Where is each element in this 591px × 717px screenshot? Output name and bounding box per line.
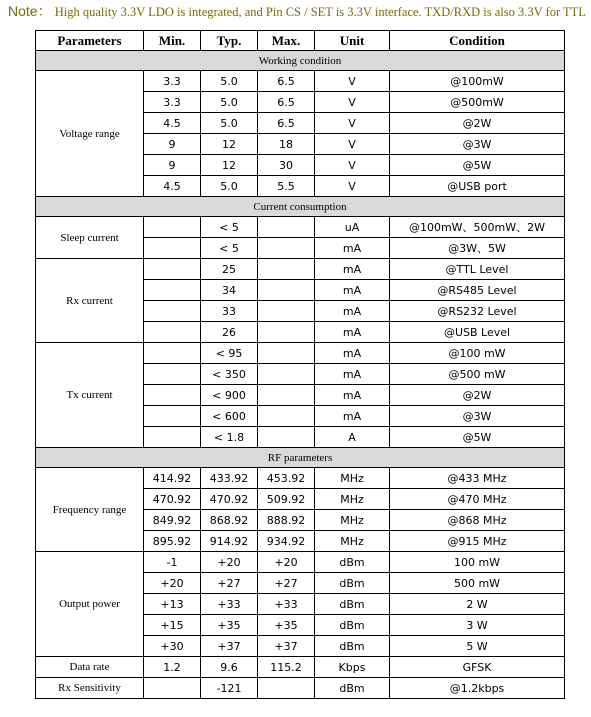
cell-min: 9	[144, 134, 201, 155]
cell-typ: 26	[201, 322, 258, 343]
table-row	[36, 343, 565, 364]
note-label: Note：	[8, 3, 52, 19]
cell-condition: @1.2kbps	[390, 678, 565, 699]
cell-min	[144, 322, 201, 343]
cell-typ: 914.92	[201, 531, 258, 552]
cell-max	[258, 343, 315, 364]
cell-min: 895.92	[144, 531, 201, 552]
cell-unit: mA	[315, 280, 390, 301]
cell-min: 9	[144, 155, 201, 176]
cell-condition: 3 W	[390, 615, 565, 636]
cell-condition: @500mW	[390, 92, 565, 113]
cell-typ: 25	[201, 259, 258, 280]
cell-condition: @100 mW	[390, 343, 565, 364]
cell-typ: 868.92	[201, 510, 258, 531]
parameter-name: Output power	[36, 552, 144, 657]
cell-max: 30	[258, 155, 315, 176]
cell-max: 5.5	[258, 176, 315, 197]
parameter-name: Rx Sensitivity	[36, 678, 144, 699]
table-row	[36, 217, 565, 238]
cell-min	[144, 259, 201, 280]
header-condition: Condition	[390, 31, 565, 51]
section-row	[36, 448, 565, 468]
cell-max: +33	[258, 594, 315, 615]
cell-typ: +35	[201, 615, 258, 636]
cell-max: 6.5	[258, 71, 315, 92]
cell-min: -1	[144, 552, 201, 573]
cell-typ: -121	[201, 678, 258, 699]
cell-unit: mA	[315, 343, 390, 364]
parameter-name: Voltage range	[36, 71, 144, 197]
header-row	[36, 31, 565, 51]
cell-condition: @500 mW	[390, 364, 565, 385]
cell-condition: 500 mW	[390, 573, 565, 594]
header-typ: Typ.	[201, 31, 258, 51]
table-row	[36, 678, 565, 699]
cell-min	[144, 427, 201, 448]
cell-unit: MHz	[315, 510, 390, 531]
cell-unit: V	[315, 92, 390, 113]
cell-unit: V	[315, 155, 390, 176]
cell-unit: dBm	[315, 678, 390, 699]
table-row	[36, 657, 565, 678]
cell-condition: @USB port	[390, 176, 565, 197]
cell-min: +15	[144, 615, 201, 636]
table-row	[36, 259, 565, 280]
specifications-table	[35, 30, 565, 699]
section-title: Current consumption	[36, 197, 565, 217]
cell-min	[144, 385, 201, 406]
cell-typ: < 900	[201, 385, 258, 406]
section-row	[36, 197, 565, 217]
cell-typ: 33	[201, 301, 258, 322]
cell-min	[144, 280, 201, 301]
cell-typ: +33	[201, 594, 258, 615]
cell-unit: dBm	[315, 636, 390, 657]
cell-typ: 12	[201, 155, 258, 176]
cell-unit: V	[315, 176, 390, 197]
cell-condition: @RS485 Level	[390, 280, 565, 301]
cell-min: +20	[144, 573, 201, 594]
cell-unit: mA	[315, 301, 390, 322]
cell-condition: @2W	[390, 385, 565, 406]
cell-max	[258, 406, 315, 427]
cell-min: 4.5	[144, 113, 201, 134]
cell-max: +27	[258, 573, 315, 594]
cell-min: 4.5	[144, 176, 201, 197]
cell-typ: 5.0	[201, 71, 258, 92]
cell-condition: @RS232 Level	[390, 301, 565, 322]
table-body	[36, 51, 565, 699]
cell-unit: MHz	[315, 468, 390, 489]
cell-typ: +20	[201, 552, 258, 573]
cell-unit: A	[315, 427, 390, 448]
cell-condition: 100 mW	[390, 552, 565, 573]
cell-max	[258, 280, 315, 301]
parameter-name: Sleep current	[36, 217, 144, 259]
cell-min: 1.2	[144, 657, 201, 678]
cell-min: 3.3	[144, 71, 201, 92]
cell-min: +30	[144, 636, 201, 657]
cell-typ: +37	[201, 636, 258, 657]
cell-max: +35	[258, 615, 315, 636]
cell-condition: @3W、5W	[390, 238, 565, 259]
header-max: Max.	[258, 31, 315, 51]
cell-max	[258, 427, 315, 448]
cell-typ: 5.0	[201, 176, 258, 197]
cell-typ: < 1.8	[201, 427, 258, 448]
section-title: Working condition	[36, 51, 565, 71]
cell-min	[144, 301, 201, 322]
cell-min: 414.92	[144, 468, 201, 489]
cell-max: 115.2	[258, 657, 315, 678]
parameter-name: Rx current	[36, 259, 144, 343]
cell-condition: 5 W	[390, 636, 565, 657]
cell-condition: @USB Level	[390, 322, 565, 343]
cell-max	[258, 238, 315, 259]
cell-unit: dBm	[315, 552, 390, 573]
cell-min: 470.92	[144, 489, 201, 510]
cell-max: 6.5	[258, 92, 315, 113]
cell-typ: 5.0	[201, 113, 258, 134]
cell-unit: mA	[315, 322, 390, 343]
cell-typ: < 350	[201, 364, 258, 385]
cell-unit: mA	[315, 238, 390, 259]
cell-unit: V	[315, 113, 390, 134]
cell-condition: @100mW、500mW、2W	[390, 217, 565, 238]
cell-unit: MHz	[315, 489, 390, 510]
cell-unit: dBm	[315, 615, 390, 636]
cell-typ: 9.6	[201, 657, 258, 678]
cell-min: 3.3	[144, 92, 201, 113]
cell-typ: 433.92	[201, 468, 258, 489]
cell-typ: < 5	[201, 217, 258, 238]
cell-unit: V	[315, 71, 390, 92]
cell-min	[144, 343, 201, 364]
cell-typ: < 600	[201, 406, 258, 427]
cell-typ: < 95	[201, 343, 258, 364]
cell-max: 509.92	[258, 489, 315, 510]
cell-condition: @2W	[390, 113, 565, 134]
cell-condition: @3W	[390, 406, 565, 427]
cell-condition: @868 MHz	[390, 510, 565, 531]
cell-unit: V	[315, 134, 390, 155]
cell-max: 6.5	[258, 113, 315, 134]
parameter-name: Data rate	[36, 657, 144, 678]
cell-min: 849.92	[144, 510, 201, 531]
note-line	[8, 1, 591, 22]
note-text: High quality 3.3V LDO is integrated, and Pin CS / SET is 3.3V interface. TXD/RXD is also 3.3V for TTL	[54, 5, 586, 19]
header-min: Min.	[144, 31, 201, 51]
cell-max: +20	[258, 552, 315, 573]
cell-typ: 5.0	[201, 92, 258, 113]
table-row	[36, 552, 565, 573]
cell-max	[258, 217, 315, 238]
cell-condition: @3W	[390, 134, 565, 155]
cell-unit: dBm	[315, 573, 390, 594]
header-unit: Unit	[315, 31, 390, 51]
cell-min	[144, 678, 201, 699]
cell-unit: Kbps	[315, 657, 390, 678]
cell-condition: @5W	[390, 427, 565, 448]
cell-typ: 12	[201, 134, 258, 155]
cell-typ: 470.92	[201, 489, 258, 510]
table-row	[36, 71, 565, 92]
header-parameters: Parameters	[36, 31, 144, 51]
cell-unit: uA	[315, 217, 390, 238]
section-title: RF parameters	[36, 448, 565, 468]
table-row	[36, 468, 565, 489]
cell-max: +37	[258, 636, 315, 657]
cell-max	[258, 322, 315, 343]
cell-max	[258, 259, 315, 280]
cell-unit: mA	[315, 364, 390, 385]
parameter-name: Frequency range	[36, 468, 144, 552]
cell-condition: 2 W	[390, 594, 565, 615]
cell-condition: @915 MHz	[390, 531, 565, 552]
cell-condition: @5W	[390, 155, 565, 176]
cell-condition: @TTL Level	[390, 259, 565, 280]
cell-max: 18	[258, 134, 315, 155]
cell-unit: mA	[315, 259, 390, 280]
cell-min	[144, 217, 201, 238]
parameter-name: Tx current	[36, 343, 144, 448]
cell-unit: mA	[315, 406, 390, 427]
cell-typ: +27	[201, 573, 258, 594]
cell-unit: mA	[315, 385, 390, 406]
section-row	[36, 51, 565, 71]
cell-condition: @470 MHz	[390, 489, 565, 510]
cell-condition: GFSK	[390, 657, 565, 678]
cell-max	[258, 385, 315, 406]
cell-condition: @433 MHz	[390, 468, 565, 489]
cell-max: 888.92	[258, 510, 315, 531]
cell-unit: dBm	[315, 594, 390, 615]
cell-min	[144, 238, 201, 259]
cell-unit: MHz	[315, 531, 390, 552]
cell-max: 934.92	[258, 531, 315, 552]
cell-typ: 34	[201, 280, 258, 301]
cell-max	[258, 678, 315, 699]
cell-min	[144, 364, 201, 385]
cell-min: +13	[144, 594, 201, 615]
cell-max	[258, 301, 315, 322]
cell-min	[144, 406, 201, 427]
cell-max: 453.92	[258, 468, 315, 489]
cell-typ: < 5	[201, 238, 258, 259]
cell-condition: @100mW	[390, 71, 565, 92]
cell-max	[258, 364, 315, 385]
